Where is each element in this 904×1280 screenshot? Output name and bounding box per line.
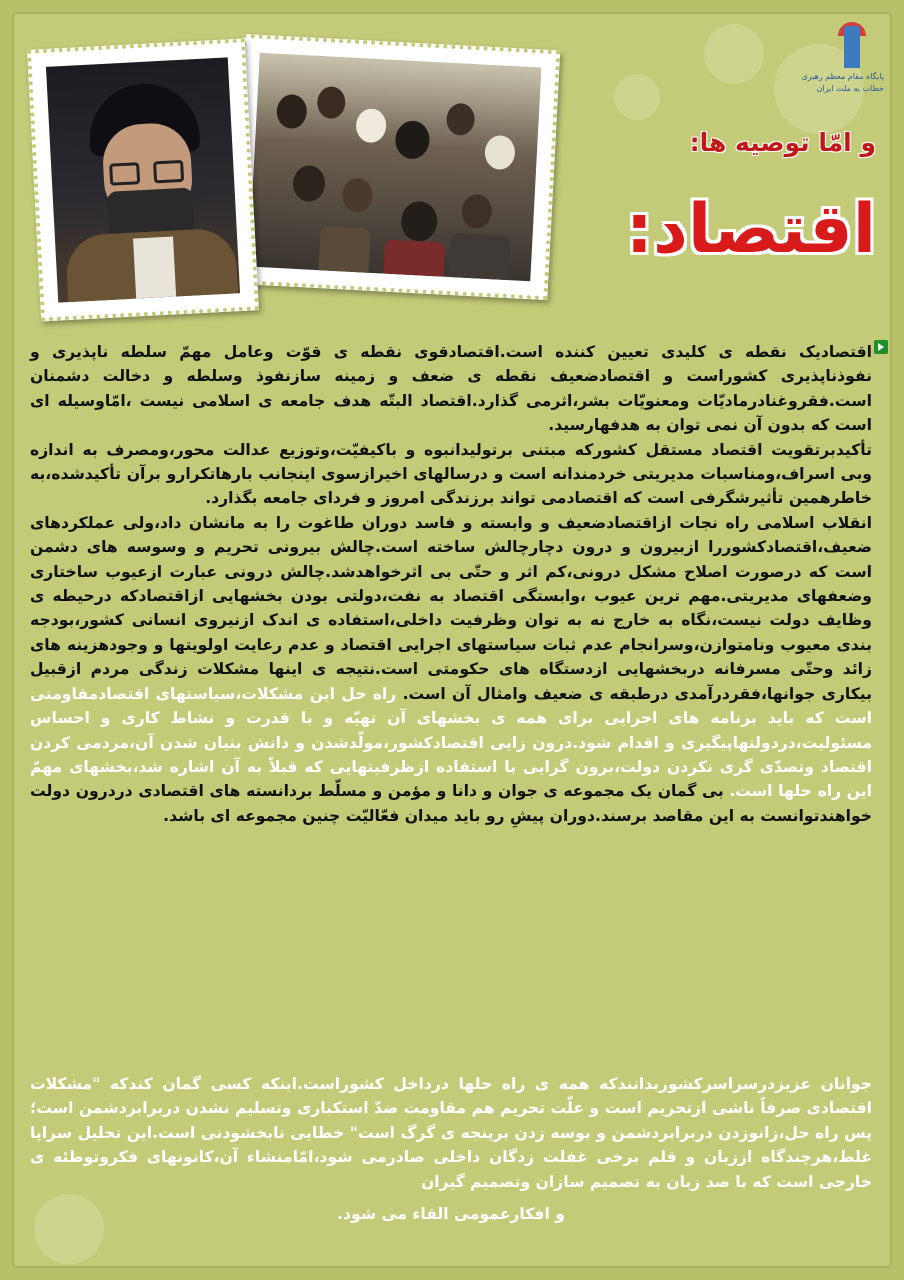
portrait-photo — [46, 57, 240, 302]
paragraph-1-text: اقتصادیک نقطه ی کلیدی تعیین کننده است.اقتصادقوی نقطه ی قوّت وعامل مهمّ سلطه ناپذیری و نفوذناپذیری کشوراست و اقتصادضعیف نقطه ی ضعف و زمینه سازنفوذ وسلطه و دخالت دشمنان است.فقروغنادرمادیّات ومعنویّات بشر،اثرمی گذارد.اقتصاد البتّه هدف جامعه ی اسلامی نیست ،امّاوسیله ای است که بدون آن نمی توان به هدفهارسید. — [30, 343, 872, 435]
portrait-photo-stamp — [27, 38, 259, 321]
logo-line-1: پایگاه مقام معظم رهبری — [801, 72, 884, 81]
paragraph-3 — [30, 511, 872, 828]
subtitle: و امّا توصیه ها: — [689, 128, 876, 157]
paragraph-3-text: انقلاب اسلامی راه نجات ازاقتصادضعیف و وابسته و فاسد دوران طاغوت را به مانشان داد،ولی عملکردهای ضعیف،اقتصادکشوررا ازبیرون و درون دچارچالش ساخته است.چالش بیرونی تحریم و وسوسه های دشمن است که درصورت اصلاح مشکل درونی،کم اثر و حتّی بی اثرخواهدشد.چالش درونی عبارت ازعیوب ساختاری وضعفهای مدیریتی.مهم ترین عیوب ،وابستگی اقتصاد به نفت،دولتی بودن بخشهایی ازاقتصادکه درحیطه ی وظایف دولت نیست،نگاه به خارج نه به توان وظرفیت داخلی،استفاده ی اندک ازنیروی انسانی کشور،بودجه بندی معیوب ونامتوازن،وسرانجام عدم ثبات سیاستهای اجرایی اقتصاد و عدم رعایت اولویتها و وجودهزینه های زائد وحتّی مسرفانه دربخشهایی ازدستگاه های حکومتی است.نتیجه ی اینها مشکلات زندگی مردم ازقبیل بیکاری جوانها،فقردرآمدی درطبقه ی ضعیف وامثال آن است. — [30, 513, 872, 703]
paragraph-2 — [30, 438, 872, 511]
paragraph-1 — [30, 340, 872, 438]
crowd-photo — [249, 53, 542, 281]
crowd-photo-stamp — [230, 34, 561, 300]
footer-text — [30, 1072, 872, 1226]
site-logo — [801, 22, 884, 100]
footer-paragraph: جوانان عزیزدرسراسرکشوربدانندکه همه ی راه حلها درداخل کشوراست.اینکه کسی گمان کندکه "مشکلات اقتصادی صرفاً ناشی ازتحریم است و علّت تحریم هم مقاومت ضدّ استکباری وتسلیم نشدن دربرابردشمن است؛پس راه حل،زانوزدن دربرابردشمن و بوسه زدن برپنجه ی گرگ است" خطایی نابخشودنی است.این تحلیل سراپا غلط،هرچندگاه اززبان و قلم برخی غفلت زدگان داخلی صادرمی شود،امّامنشاء آن،کانونهای فکروتوطئه ی خارجی است که با صد زبان به تصمیم سازان وتصمیم گیران — [30, 1075, 872, 1191]
footer-last-line: و افکارعمومی القاء می شود. — [337, 1205, 565, 1224]
paragraph-2-text: تأکیدبرتقویت اقتصاد مستقل کشورکه مبتنی برتولیدانبوه و باکیفیّت،وتوزیع عدالت محور،ومصرف به اندازه وبی اسراف،ومناسبات مدیریتی خردمندانه است و درسالهای اخیرازسوی اینجانب بارهاتکرارو برآن تأکیدشده،به خاطرهمین تأثیرشگرفی است که اقتصادمی تواند برزندگی امروز و فردای جامعه بگذارد. — [30, 440, 872, 508]
play-bullet-icon — [874, 340, 888, 354]
paragraph-3-highlight: راه حل این مشکلات،سیاستهای اقتصادمقاومتی است که باید برنامه های اجرایی برای همه ی بخشهای آن تهیّه و با قدرت و نشاط کاری و احساس مسئولیت،دردولتهاپیگیری و اقدام شود.درون زایی اقتصادکشور،مولّدشدن و دانش بنیان شدن آن،مردمی کردن اقتصاد وتصدّی گری نکردن دولت،برون گرایی با استفاده ازظرفیتهایی که قبلاً به آن اشاره شد،بخشهای مهمّ این راه حلها است. — [30, 684, 872, 801]
paragraph-3-closing: بی گمان یک مجموعه ی جوان و دانا و مؤمن و مسلّط بردانسته های اقتصادی دردرون دولت خواهندتوانست به این مقاصد برسند.دوران پیشِ رو باید میدان فعّالیّت چنین مجموعه ای باشد. — [30, 782, 872, 825]
main-text — [30, 340, 872, 828]
logo-line-2: خطاب به ملت ایران — [816, 84, 884, 93]
page-title: اقتصاد: — [625, 190, 876, 269]
